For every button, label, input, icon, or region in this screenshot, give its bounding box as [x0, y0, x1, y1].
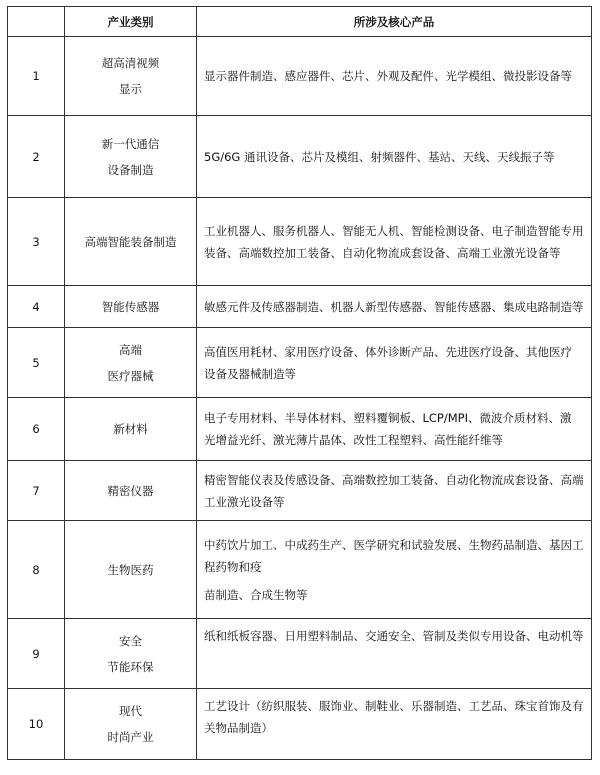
row-products: [197, 198, 592, 286]
category-line: 显示: [119, 82, 142, 96]
products-line: 工业机器人、服务机器人、智能无人机、智能检测设备、电子制造智能专用: [204, 223, 584, 238]
products-line: 高值医用耗材、家用医疗设备、体外诊断产品、先进医疗设备、其他医疗: [204, 344, 572, 359]
table-row: [8, 286, 592, 328]
category-line: 精密仪器: [107, 483, 154, 498]
category-line: 医疗器械: [107, 368, 154, 383]
products-line: 苗制造、合成生物等: [204, 587, 308, 602]
products-line: 电子专用材料、半导体材料、塑料覆铜板、LCP/MPI、微波介质材料、激: [204, 411, 572, 425]
row-category: [65, 689, 197, 760]
category-line: 超高清视频: [101, 56, 160, 70]
products-line: 显示器件制造、感应器件、芯片、外观及配件、光学模组、微投影设备等: [204, 69, 572, 83]
row-number: 2: [8, 116, 65, 198]
row-number: 9: [8, 619, 65, 689]
products-line: 5G/6G 通讯设备、芯片及模组、射频器件、基站、天线、天线振子等: [204, 149, 555, 164]
row-products: [197, 461, 592, 521]
table-row: [8, 521, 592, 619]
row-products: [197, 689, 592, 760]
header-index: [8, 7, 65, 37]
category-line: 新材料: [113, 422, 148, 436]
row-number: 10: [8, 689, 65, 760]
category-line: 现代: [119, 704, 142, 718]
table-row: [8, 398, 592, 461]
products-line: 设备及器械制造等: [204, 366, 296, 381]
products-line: 程药物和疫: [204, 559, 262, 574]
row-products: [197, 328, 592, 398]
row-category: [65, 286, 197, 328]
row-category: [65, 619, 197, 689]
table-row: [8, 198, 592, 286]
row-products: [197, 398, 592, 461]
row-category: [65, 461, 197, 521]
row-number: 7: [8, 461, 65, 521]
category-line: 高端智能装备制造: [84, 234, 177, 249]
row-category: [65, 328, 197, 398]
products-line: 工业激光设备等: [204, 494, 285, 509]
products-line: 装备、高端数控加工装备、自动化物流成套设备、高端工业激光设备等: [204, 245, 561, 260]
products-line: 光增益光纤、激光薄片晶体、改性工程塑料、高性能纤维等: [204, 433, 503, 447]
table-header-row: [8, 7, 592, 37]
products-line: 敏感元件及传感器制造、机器人新型传感器、智能传感器、集成电路制造等: [204, 299, 584, 314]
row-number: 6: [8, 398, 65, 461]
table-row: [8, 116, 592, 198]
table-row: [8, 689, 592, 760]
row-category: [65, 37, 197, 116]
row-products: [197, 37, 592, 116]
row-products: [197, 286, 592, 328]
row-number: 5: [8, 328, 65, 398]
category-line: 节能环保: [107, 659, 154, 674]
category-line: 高端: [119, 342, 142, 357]
row-category: [65, 398, 197, 461]
category-line: 新一代通信: [101, 136, 160, 151]
header-category: 产业类别: [65, 7, 197, 37]
table-row: [8, 328, 592, 398]
products-line: 精密智能仪表及传感设备、高端数控加工装备、自动化物流成套设备、高端: [204, 472, 584, 487]
table-row: [8, 461, 592, 521]
products-line: 中药饮片加工、中成药生产、医学研究和试验发展、生物药品制造、基因工: [204, 537, 584, 552]
category-line: 时尚产业: [107, 730, 154, 744]
header-products: 所涉及核心产品: [197, 7, 592, 37]
category-line: 设备制造: [107, 162, 154, 177]
row-category: [65, 116, 197, 198]
row-number: 3: [8, 198, 65, 286]
row-products: [197, 521, 592, 619]
products-line: 关物品制造）: [204, 721, 273, 735]
products-line: 纸和纸板容器、日用塑料制品、交通安全、管制及类似专用设备、电动机等: [204, 629, 584, 643]
row-category: [65, 521, 197, 619]
category-line: 生物医药: [107, 562, 154, 577]
category-line: 智能传感器: [101, 299, 160, 314]
industry-table: [7, 6, 592, 760]
table-row: [8, 37, 592, 116]
row-products: [197, 116, 592, 198]
row-category: [65, 198, 197, 286]
category-line: 安全: [119, 633, 142, 648]
row-number: 8: [8, 521, 65, 619]
row-number: 4: [8, 286, 65, 328]
row-number: 1: [8, 37, 65, 116]
row-products: [197, 619, 592, 689]
products-line: 工艺设计（纺织服装、服饰业、制鞋业、乐器制造、工艺品、珠宝首饰及有: [204, 699, 584, 713]
table-row: [8, 619, 592, 689]
